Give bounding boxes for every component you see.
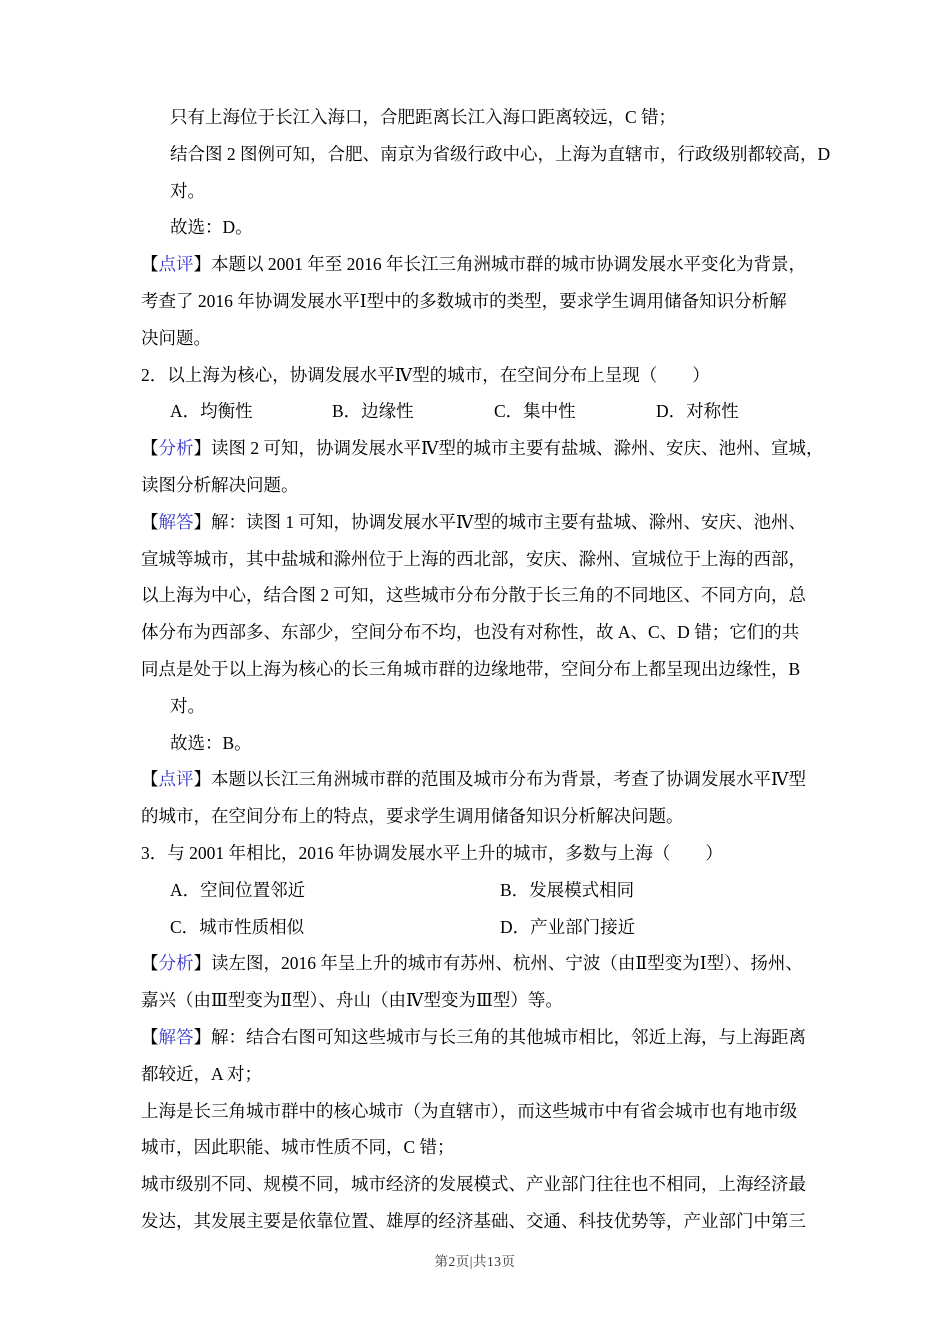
text-segment: 结合图 2 图例可知，合肥、南京为省级行政中心，上海为直辖市，行政级别都较高，D [170,143,831,164]
text-line [0,1129,950,1166]
text-segment: 读图分析解决问题。 [141,474,299,495]
text-line [0,982,950,1019]
text-segment: 】读左图，2016 年呈上升的城市有苏州、杭州、宁波（由Ⅱ型变为Ⅰ型）、扬州、 [193,953,803,974]
page-footer: 第2页|共13页 [434,1254,516,1269]
option-item: C．城市性质相似 [170,916,305,937]
text-line [0,1093,950,1130]
text-segment: 3．与 2001 年相比，2016 年协调发展水平上升的城市，多数与上海（ ） [141,842,723,863]
text-segment: 【 [141,1026,159,1047]
option-item: C．集中性 [494,401,576,422]
text-line [0,761,950,798]
option-item: B．发展模式相同 [500,879,635,900]
text-line [0,1166,950,1203]
text-line [0,136,950,173]
option-item: D．产业部门接近 [500,916,636,937]
text-segment: 城市，因此职能、城市性质不同，C 错； [141,1137,455,1158]
text-line [0,320,950,357]
text-line [0,173,950,210]
options-row [0,872,950,909]
text-segment: 体分布为西部多、东部少，空间分布不均，也没有对称性，故 A、C、D 错；它们的共 [141,622,800,643]
option-item: A．均衡性 [170,401,253,422]
text-line [0,430,950,467]
text-segment: 决问题。 [141,327,211,348]
text-line [0,541,950,578]
text-segment: 都较近，A 对； [141,1063,263,1084]
text-segment: 故选：B。 [170,732,252,753]
text-segment: 【 [141,769,159,790]
section-label: 点评 [158,254,194,275]
text-line [0,1019,950,1056]
text-segment: 【 [141,953,159,974]
text-line [0,283,950,320]
text-line [0,577,950,614]
text-segment: 上海是长三角城市群中的核心城市（为直辖市），而这些城市中有省会城市也有地市级 [141,1100,798,1121]
text-segment: 】读图 2 可知，协调发展水平Ⅳ型的城市主要有盐城、滁州、安庆、池州、宣城， [193,438,824,459]
text-line [0,246,950,283]
option-item: B．边缘性 [332,401,414,422]
options-row [0,909,950,946]
text-segment: 【 [141,511,159,532]
text-line [0,357,950,394]
options-row [0,393,950,430]
text-segment: 的城市，在空间分布上的特点，要求学生调用储备知识分析解决问题。 [141,806,684,827]
text-line [0,725,950,762]
text-segment: 宣城等城市，其中盐城和滁州位于上海的西北部，安庆、滁州、宣城位于上海的西部， [141,548,806,569]
text-segment: 】解：读图 1 可知，协调发展水平Ⅳ型的城市主要有盐城、滁州、安庆、池州、 [193,511,806,532]
text-segment: 考查了 2016 年协调发展水平Ⅰ型中的多数城市的类型，要求学生调用储备知识分析解 [141,290,787,311]
text-line [0,798,950,835]
text-segment: 城市级别不同、规模不同，城市经济的发展模式、产业部门往往也不相同，上海经济最 [141,1174,806,1195]
text-segment: 2．以上海为核心，协调发展水平Ⅳ型的城市，在空间分布上呈现（ ） [141,364,710,385]
text-segment: 只有上海位于长江入海口，合肥距离长江入海口距离较远，C 错； [170,107,677,127]
text-line [0,688,950,725]
text-segment: 对。 [170,180,205,201]
section-label: 分析 [158,953,194,974]
text-line [0,651,950,688]
option-item: D．对称性 [656,401,739,422]
text-line [0,1203,950,1240]
text-line [0,504,950,541]
text-line [0,209,950,246]
text-segment: 对。 [170,695,205,716]
text-line [0,1056,950,1093]
text-segment: 【 [141,438,159,459]
text-segment: 以上海为中心，结合图 2 可知，这些城市分布分散于长三角的不同地区、不同方向，总 [141,585,806,606]
text-segment: 故选：D。 [170,217,253,238]
text-line [0,945,950,982]
option-item: A．空间位置邻近 [170,879,306,900]
text-segment: 】本题以 2001 年至 2016 年长江三角洲城市群的城市协调发展水平变化为背景， [193,254,806,275]
text-line [0,614,950,651]
text-segment: 嘉兴（由Ⅲ型变为Ⅱ型）、舟山（由Ⅳ型变为Ⅲ型）等。 [141,990,563,1011]
text-line [0,835,950,872]
section-label: 解答 [158,1026,194,1047]
text-segment: 同点是处于以上海为核心的长三角城市群的边缘地带，空间分布上都呈现出边缘性，B [141,658,801,679]
text-segment: 】本题以长江三角洲城市群的范围及城市分布为背景，考查了协调发展水平Ⅳ型 [193,769,806,790]
section-label: 分析 [158,438,194,459]
text-line [0,99,950,136]
section-label: 点评 [158,769,194,790]
section-label: 解答 [158,511,194,532]
text-line [0,467,950,504]
text-segment: 】解：结合右图可知这些城市与长三角的其他城市相比，邻近上海，与上海距离 [193,1026,806,1047]
text-segment: 【 [141,254,159,275]
text-segment: 发达，其发展主要是依靠位置、雄厚的经济基础、交通、科技优势等，产业部门中第三 [141,1210,806,1231]
